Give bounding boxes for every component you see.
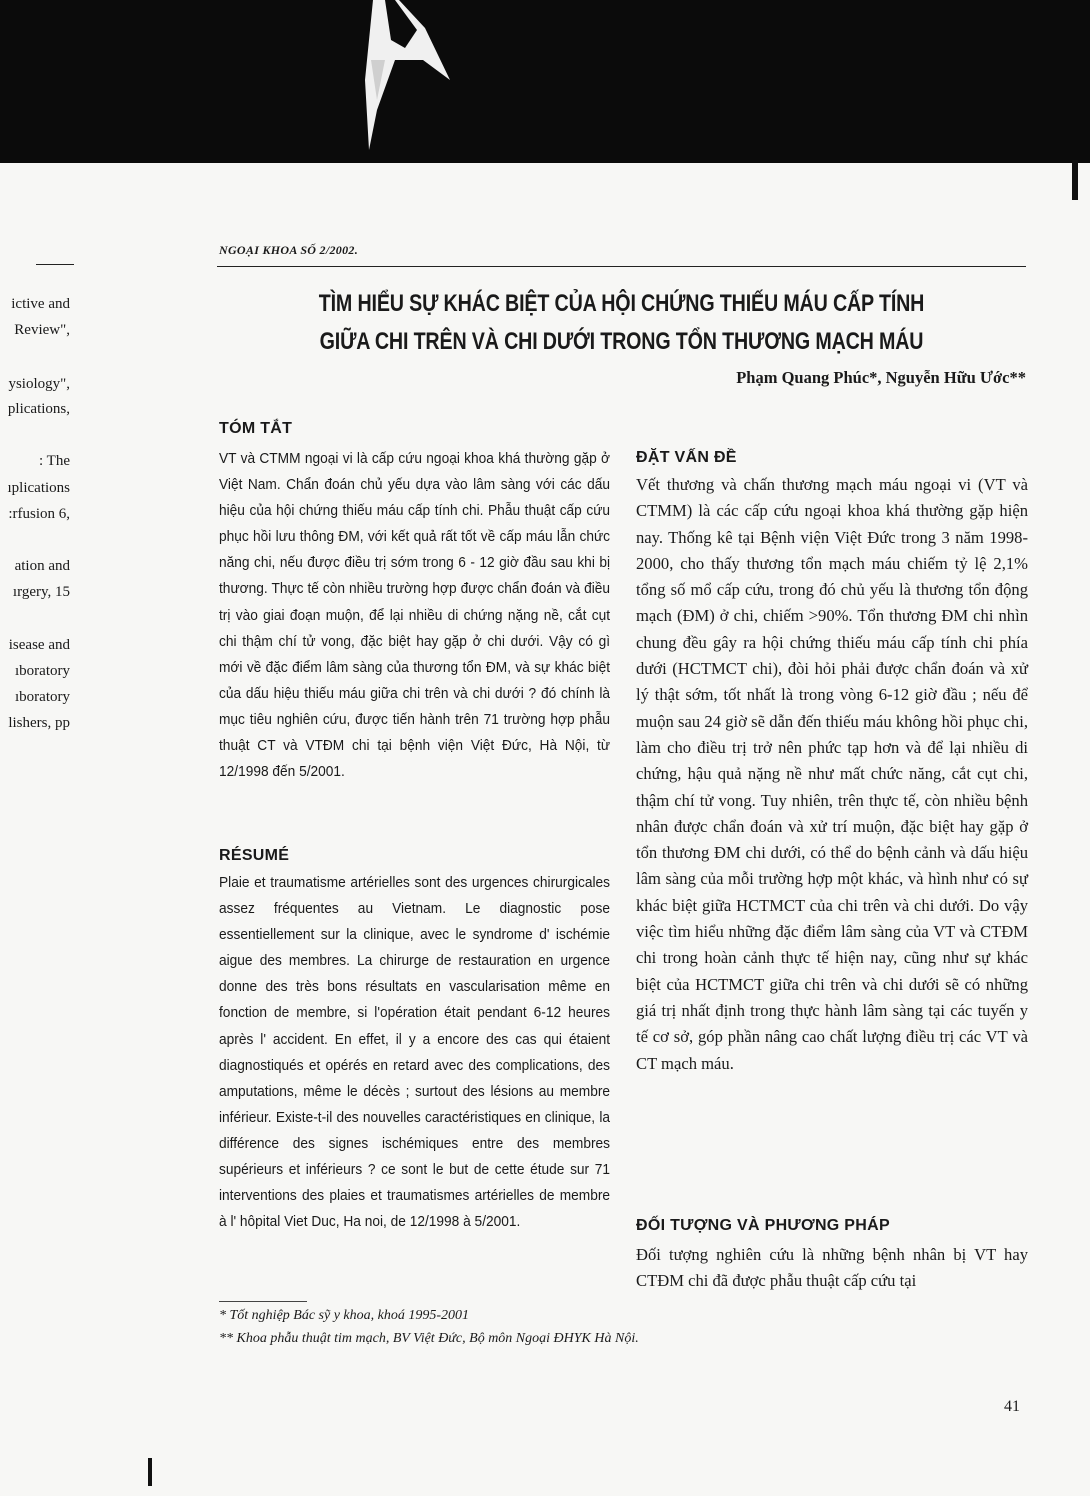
margin-fragment: ıplications [7,480,70,496]
article-title-line-2: GIỮA CHI TRÊN VÀ CHI DƯỚI TRONG TỔN THƯƠNG MẠCH MÁU [319,328,924,355]
running-header: NGOẠI KHOA SỐ 2/2002. [219,243,358,257]
authors: Phạm Quang Phúc*, Nguyễn Hữu Ước** [736,368,1026,387]
scan-mark [148,1458,152,1486]
margin-fragment: Review", [14,322,70,338]
margin-rule [36,264,74,265]
methods-body: Đối tượng nghiên cứu là những bệnh nhân bị VT hay CTĐM chi đã được phẫu thuật cấp cứu tại [636,1245,1028,1291]
header-rule [217,266,1026,267]
margin-fragment: :rfusion 6, [8,506,70,522]
margin-fragment: ıboratory [15,663,70,679]
footnote-1: * Tốt nghiệp Bác sỹ y khoa, khoá 1995-2001 [219,1308,470,1323]
footnote-rule [219,1301,307,1302]
top-black-band [0,0,1090,163]
edge-mark [1072,160,1078,200]
margin-fragment: lishers, pp [8,715,70,731]
margin-fragment: : The [39,453,70,469]
page-number: 41 [1004,1398,1020,1415]
heading-doi-tuong: ĐỐI TƯỢNG VÀ PHƯƠNG PHÁP [636,1217,890,1234]
abstract-vi: VT và CTMM ngoại vi là cấp cứu ngoại khoa khá thường gặp ở Việt Nam. Chẩn đoán chủ yếu dựa vào lâm sàng với các dấu hiệu của hội chứng thiếu máu cấp tính chi. Phẫu thuật cấp cứu phục hồi lưu thông ĐM, với kết quả rất tốt về cấp máu lẫn chức năng chi, nếu được điều trị sớm trong 6 - 12 giờ đầu sau khi bị thương. Thực tế còn nhiều trường hợp được chẩn đoán và điều trị vào giai đoạn muộn, để lại nhiều di chứng nặng nề, cắt cụt chi thậm chí tử vong, đặc biệt hay gặp ở chi dưới. Vậy có gì mới về đặc điểm lâm sàng của thương tổn ĐM, và sự khác biệt của dấu hiệu thiếu máu giữa chi trên và chi dưới ? đó chính là mục tiêu nghiên cứu, được tiến hành trên 71 trường hợp phẫu thuật CT và VTĐM chi tại bệnh viện Việt Đức, Hà Nội, từ 12/1998 đến 5/2001. [219,451,611,781]
footnote-2: ** Khoa phẫu thuật tim mạch, BV Việt Đức, Bộ môn Ngoại ĐHYK Hà Nội. [219,1331,639,1346]
heading-dat-van-de: ĐẶT VẤN ĐỀ [636,449,737,466]
introduction-body: Vết thương và chấn thương mạch máu ngoại vi (VT và CTMM) là các cấp cứu ngoại khoa khá thường gặp hiện nay. Thống kê tại Bệnh viện Việt Đức trong 3 năm 1998-2000, cho thấy thương tổn mạch máu chiếm tỷ lệ 2,1% tổng số mổ cấp cứu, trong đó chủ yếu là thương tổn động mạch (ĐM) ở chi, chiếm >90%. Tổn thương ĐM chi nhìn chung đều gây ra hội chứng thiếu máu cấp tính chi phía dưới (HCTMCT chi), đòi hỏi phải được chẩn đoán và xử lý thật sớm, tốt nhất là trong vòng 6-12 giờ đầu ; nếu để muộn sau 24 giờ sẽ dẫn đến thiếu máu không hồi phục chi, làm cho điều trị trở nên phức tạp hơn và để lại nhiều di chứng, hậu quả nặng nề như mất chức năng, cắt cụt chi, thậm chí tử vong. Tuy nhiên, trên thực tế, còn nhiều bệnh nhân được chẩn đoán và xử trí muộn, đặc biệt hay gặp ở tổn thương ĐM chi dưới, có thể do bệnh cảnh và dấu hiệu lâm sàng của mỗi trường hợp một khác, và hình như có sự khác biệt giữa HCTMCT của chi trên và chi dưới. Do vậy việc tìm hiểu những đặc điểm lâm sàng của VT và CTĐM chi trong hoàn cảnh thực tế hiện nay, cũng như sự khác biệt của HCTMCT giữa chi trên và chi dưới sẽ có những giá trị nhất định trong thực hành lâm sàng tại các tuyến y tế cơ sở, góp phần nâng cao chất lượng điều trị các VT và CT mạch máu. [636,475,1028,1073]
heading-resume: RÉSUMÉ [219,847,290,864]
margin-fragment: ıboratory [15,689,70,705]
margin-fragment: ictive and [11,296,70,312]
cover-graphic [355,0,475,150]
abstract-fr: Plaie et traumatisme artérielles sont des urgences chirurgicales assez fréquentes au Vietnam. Le diagnostic pose essentiellement sur la clinique, avec le syndrome d' ischémie aigue des membres. La chirurge de restauration en urgence donne des très bons résultats en vascularisation même en fonction de membre, si l'opération était pendant 6-12 heures après l' accident. En effet, il y a encore des cas qui étaient diagnostiqués et opérés en retard avec des complications, des amputations, même le décès ; surtout des lésions au membre inférieur. Existe-t-il des nouvelles caractéristiques en clinique, la différence des signes ischémiques entre des membres supérieurs et inférieurs ? ce sont le but de cette étude sur 71 interventions des plaies et traumatismes artérielles de membre à l' hôpital Viet Duc, Ha noi, de 12/1998 à 5/2001. [219,875,611,1231]
margin-fragment: ation and [14,558,70,574]
margin-fragment: ysiology", [8,376,70,392]
article-title-line-1: TÌM HIỂU SỰ KHÁC BIỆT CỦA HỘI CHỨNG THIẾU MÁU CẤP TÍNH [318,290,925,317]
heading-tom-tat: TÓM TẮT [219,420,293,437]
margin-fragment: isease and [8,637,70,653]
margin-fragment: ırgery, 15 [12,584,70,600]
margin-fragment: plications, [7,401,70,417]
